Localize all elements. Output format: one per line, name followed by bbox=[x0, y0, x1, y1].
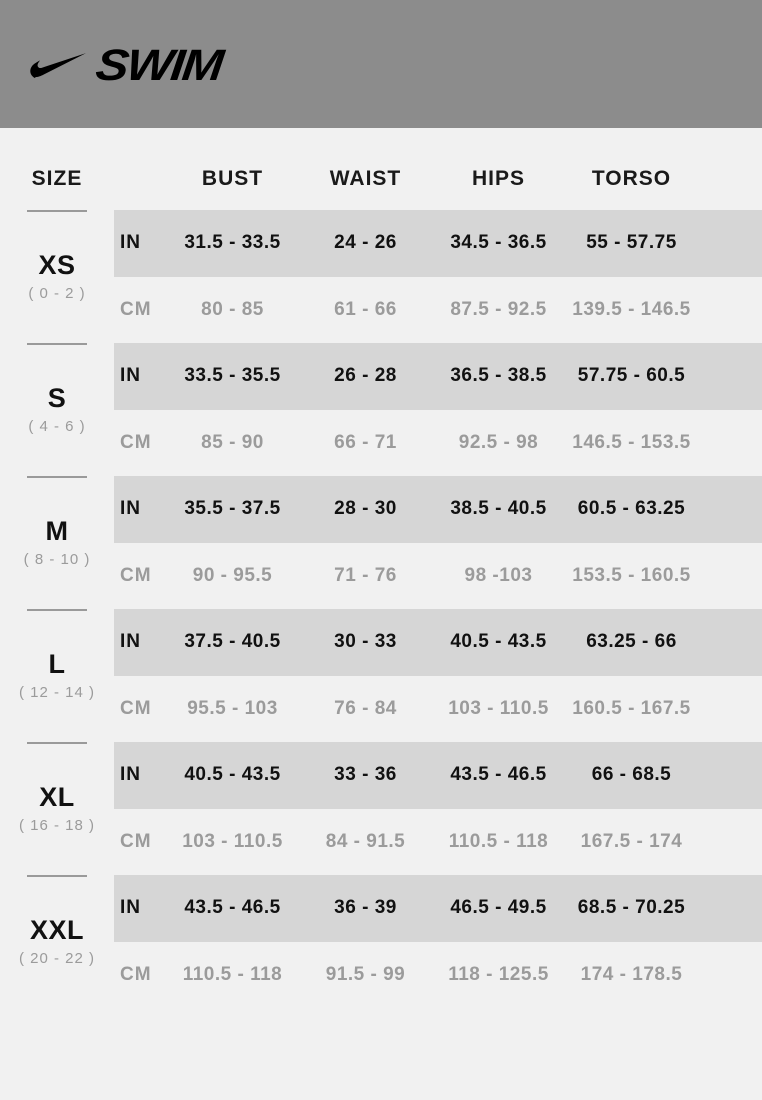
unit-label-cm: CM bbox=[120, 697, 152, 719]
measurement-row-in bbox=[114, 210, 762, 277]
size-numeric: ( 0 - 2 ) bbox=[28, 284, 86, 302]
measurement-row-in bbox=[114, 742, 762, 809]
unit-label-in: IN bbox=[120, 897, 141, 919]
size-numeric: ( 12 - 14 ) bbox=[18, 683, 96, 701]
size-divider bbox=[27, 210, 87, 212]
torso-in: 63.25 - 66 bbox=[586, 631, 677, 653]
size-label: XL bbox=[39, 782, 75, 813]
table-row bbox=[0, 210, 762, 343]
bust-in: 35.5 - 37.5 bbox=[184, 498, 281, 520]
torso-in: 60.5 - 63.25 bbox=[577, 498, 686, 520]
brand-lockup bbox=[30, 41, 225, 90]
hips-cm: 110.5 - 118 bbox=[448, 830, 549, 852]
size-divider bbox=[27, 875, 87, 877]
size-label: XXL bbox=[29, 915, 84, 946]
waist-cm: 61 - 66 bbox=[334, 298, 397, 320]
waist-cm: 84 - 91.5 bbox=[325, 830, 406, 852]
measurement-row-cm bbox=[114, 277, 762, 344]
column-header-waist: WAIST bbox=[329, 167, 402, 190]
size-cell bbox=[0, 875, 114, 1008]
bust-in: 43.5 - 46.5 bbox=[184, 897, 281, 919]
unit-label-in: IN bbox=[120, 232, 141, 254]
torso-in: 55 - 57.75 bbox=[586, 232, 677, 254]
column-header-size: SIZE bbox=[31, 167, 83, 190]
bust-cm: 110.5 - 118 bbox=[182, 963, 283, 985]
size-cell bbox=[0, 609, 114, 742]
bust-in: 33.5 - 35.5 bbox=[184, 365, 281, 387]
measurement-row-in bbox=[114, 476, 762, 543]
hips-in: 34.5 - 36.5 bbox=[450, 232, 547, 254]
size-divider bbox=[27, 742, 87, 744]
bust-in: 37.5 - 40.5 bbox=[184, 631, 281, 653]
unit-label-cm: CM bbox=[120, 564, 152, 586]
table-row bbox=[0, 875, 762, 1008]
unit-label-in: IN bbox=[120, 365, 141, 387]
size-divider bbox=[27, 476, 87, 478]
measurement-row-cm bbox=[114, 809, 762, 876]
table-row bbox=[0, 742, 762, 875]
size-cell bbox=[0, 210, 114, 343]
hips-cm: 87.5 - 92.5 bbox=[450, 298, 547, 320]
measurement-row-in bbox=[114, 609, 762, 676]
torso-cm: 174 - 178.5 bbox=[580, 963, 683, 985]
size-label: XS bbox=[38, 250, 76, 281]
measurement-row-cm bbox=[114, 942, 762, 1009]
bust-in: 40.5 - 43.5 bbox=[184, 764, 281, 786]
size-numeric: ( 8 - 10 ) bbox=[23, 550, 91, 568]
table-row bbox=[0, 609, 762, 742]
size-label: L bbox=[48, 649, 66, 680]
size-divider bbox=[27, 343, 87, 345]
size-cell bbox=[0, 476, 114, 609]
size-divider bbox=[27, 609, 87, 611]
unit-label-in: IN bbox=[120, 498, 141, 520]
hips-cm: 103 - 110.5 bbox=[448, 697, 549, 719]
hips-cm: 98 -103 bbox=[464, 564, 533, 586]
waist-cm: 76 - 84 bbox=[334, 697, 397, 719]
column-header-torso: TORSO bbox=[591, 167, 672, 190]
unit-label-cm: CM bbox=[120, 298, 152, 320]
brand-wordmark: SWIM bbox=[93, 41, 225, 90]
bust-cm: 103 - 110.5 bbox=[182, 830, 283, 852]
table-row bbox=[0, 476, 762, 609]
measurement-row-cm bbox=[114, 676, 762, 743]
hips-in: 46.5 - 49.5 bbox=[450, 897, 547, 919]
waist-in: 24 - 26 bbox=[334, 232, 397, 254]
torso-in: 66 - 68.5 bbox=[591, 764, 672, 786]
unit-label-in: IN bbox=[120, 631, 141, 653]
measurement-row-in bbox=[114, 875, 762, 942]
size-cell bbox=[0, 742, 114, 875]
hips-in: 38.5 - 40.5 bbox=[450, 498, 547, 520]
torso-cm: 139.5 - 146.5 bbox=[572, 298, 691, 320]
waist-cm: 91.5 - 99 bbox=[325, 963, 406, 985]
size-label: M bbox=[45, 516, 69, 547]
torso-in: 68.5 - 70.25 bbox=[577, 897, 686, 919]
unit-label-cm: CM bbox=[120, 963, 152, 985]
waist-cm: 66 - 71 bbox=[334, 431, 397, 453]
bust-cm: 95.5 - 103 bbox=[187, 697, 278, 719]
waist-in: 26 - 28 bbox=[334, 365, 397, 387]
bust-cm: 90 - 95.5 bbox=[192, 564, 273, 586]
hips-in: 36.5 - 38.5 bbox=[450, 365, 547, 387]
size-numeric: ( 20 - 22 ) bbox=[18, 949, 96, 967]
hips-in: 43.5 - 46.5 bbox=[450, 764, 547, 786]
torso-cm: 167.5 - 174 bbox=[580, 830, 683, 852]
unit-label-cm: CM bbox=[120, 830, 152, 852]
table-row bbox=[0, 343, 762, 476]
unit-label-cm: CM bbox=[120, 431, 152, 453]
size-numeric: ( 16 - 18 ) bbox=[18, 816, 96, 834]
measurement-row-cm bbox=[114, 543, 762, 610]
size-chart bbox=[0, 128, 762, 1100]
torso-in: 57.75 - 60.5 bbox=[577, 365, 686, 387]
waist-in: 28 - 30 bbox=[334, 498, 397, 520]
hips-cm: 118 - 125.5 bbox=[448, 963, 549, 985]
brand-header bbox=[0, 0, 762, 128]
table-header-row bbox=[0, 128, 762, 210]
torso-cm: 160.5 - 167.5 bbox=[572, 697, 691, 719]
waist-in: 36 - 39 bbox=[334, 897, 397, 919]
measurement-row-cm bbox=[114, 410, 762, 477]
column-header-hips: HIPS bbox=[471, 167, 525, 190]
bust-in: 31.5 - 33.5 bbox=[184, 232, 281, 254]
waist-cm: 71 - 76 bbox=[334, 564, 397, 586]
measurement-row-in bbox=[114, 343, 762, 410]
size-cell bbox=[0, 343, 114, 476]
size-numeric: ( 4 - 6 ) bbox=[28, 417, 86, 435]
waist-in: 30 - 33 bbox=[334, 631, 397, 653]
torso-cm: 146.5 - 153.5 bbox=[572, 431, 691, 453]
bust-cm: 80 - 85 bbox=[201, 298, 264, 320]
size-label: S bbox=[47, 383, 67, 414]
hips-in: 40.5 - 43.5 bbox=[450, 631, 547, 653]
bust-cm: 85 - 90 bbox=[201, 431, 264, 453]
unit-label-in: IN bbox=[120, 764, 141, 786]
waist-in: 33 - 36 bbox=[334, 764, 397, 786]
nike-swoosh-icon bbox=[30, 53, 86, 79]
torso-cm: 153.5 - 160.5 bbox=[572, 564, 691, 586]
hips-cm: 92.5 - 98 bbox=[458, 431, 539, 453]
column-header-bust: BUST bbox=[201, 167, 264, 190]
